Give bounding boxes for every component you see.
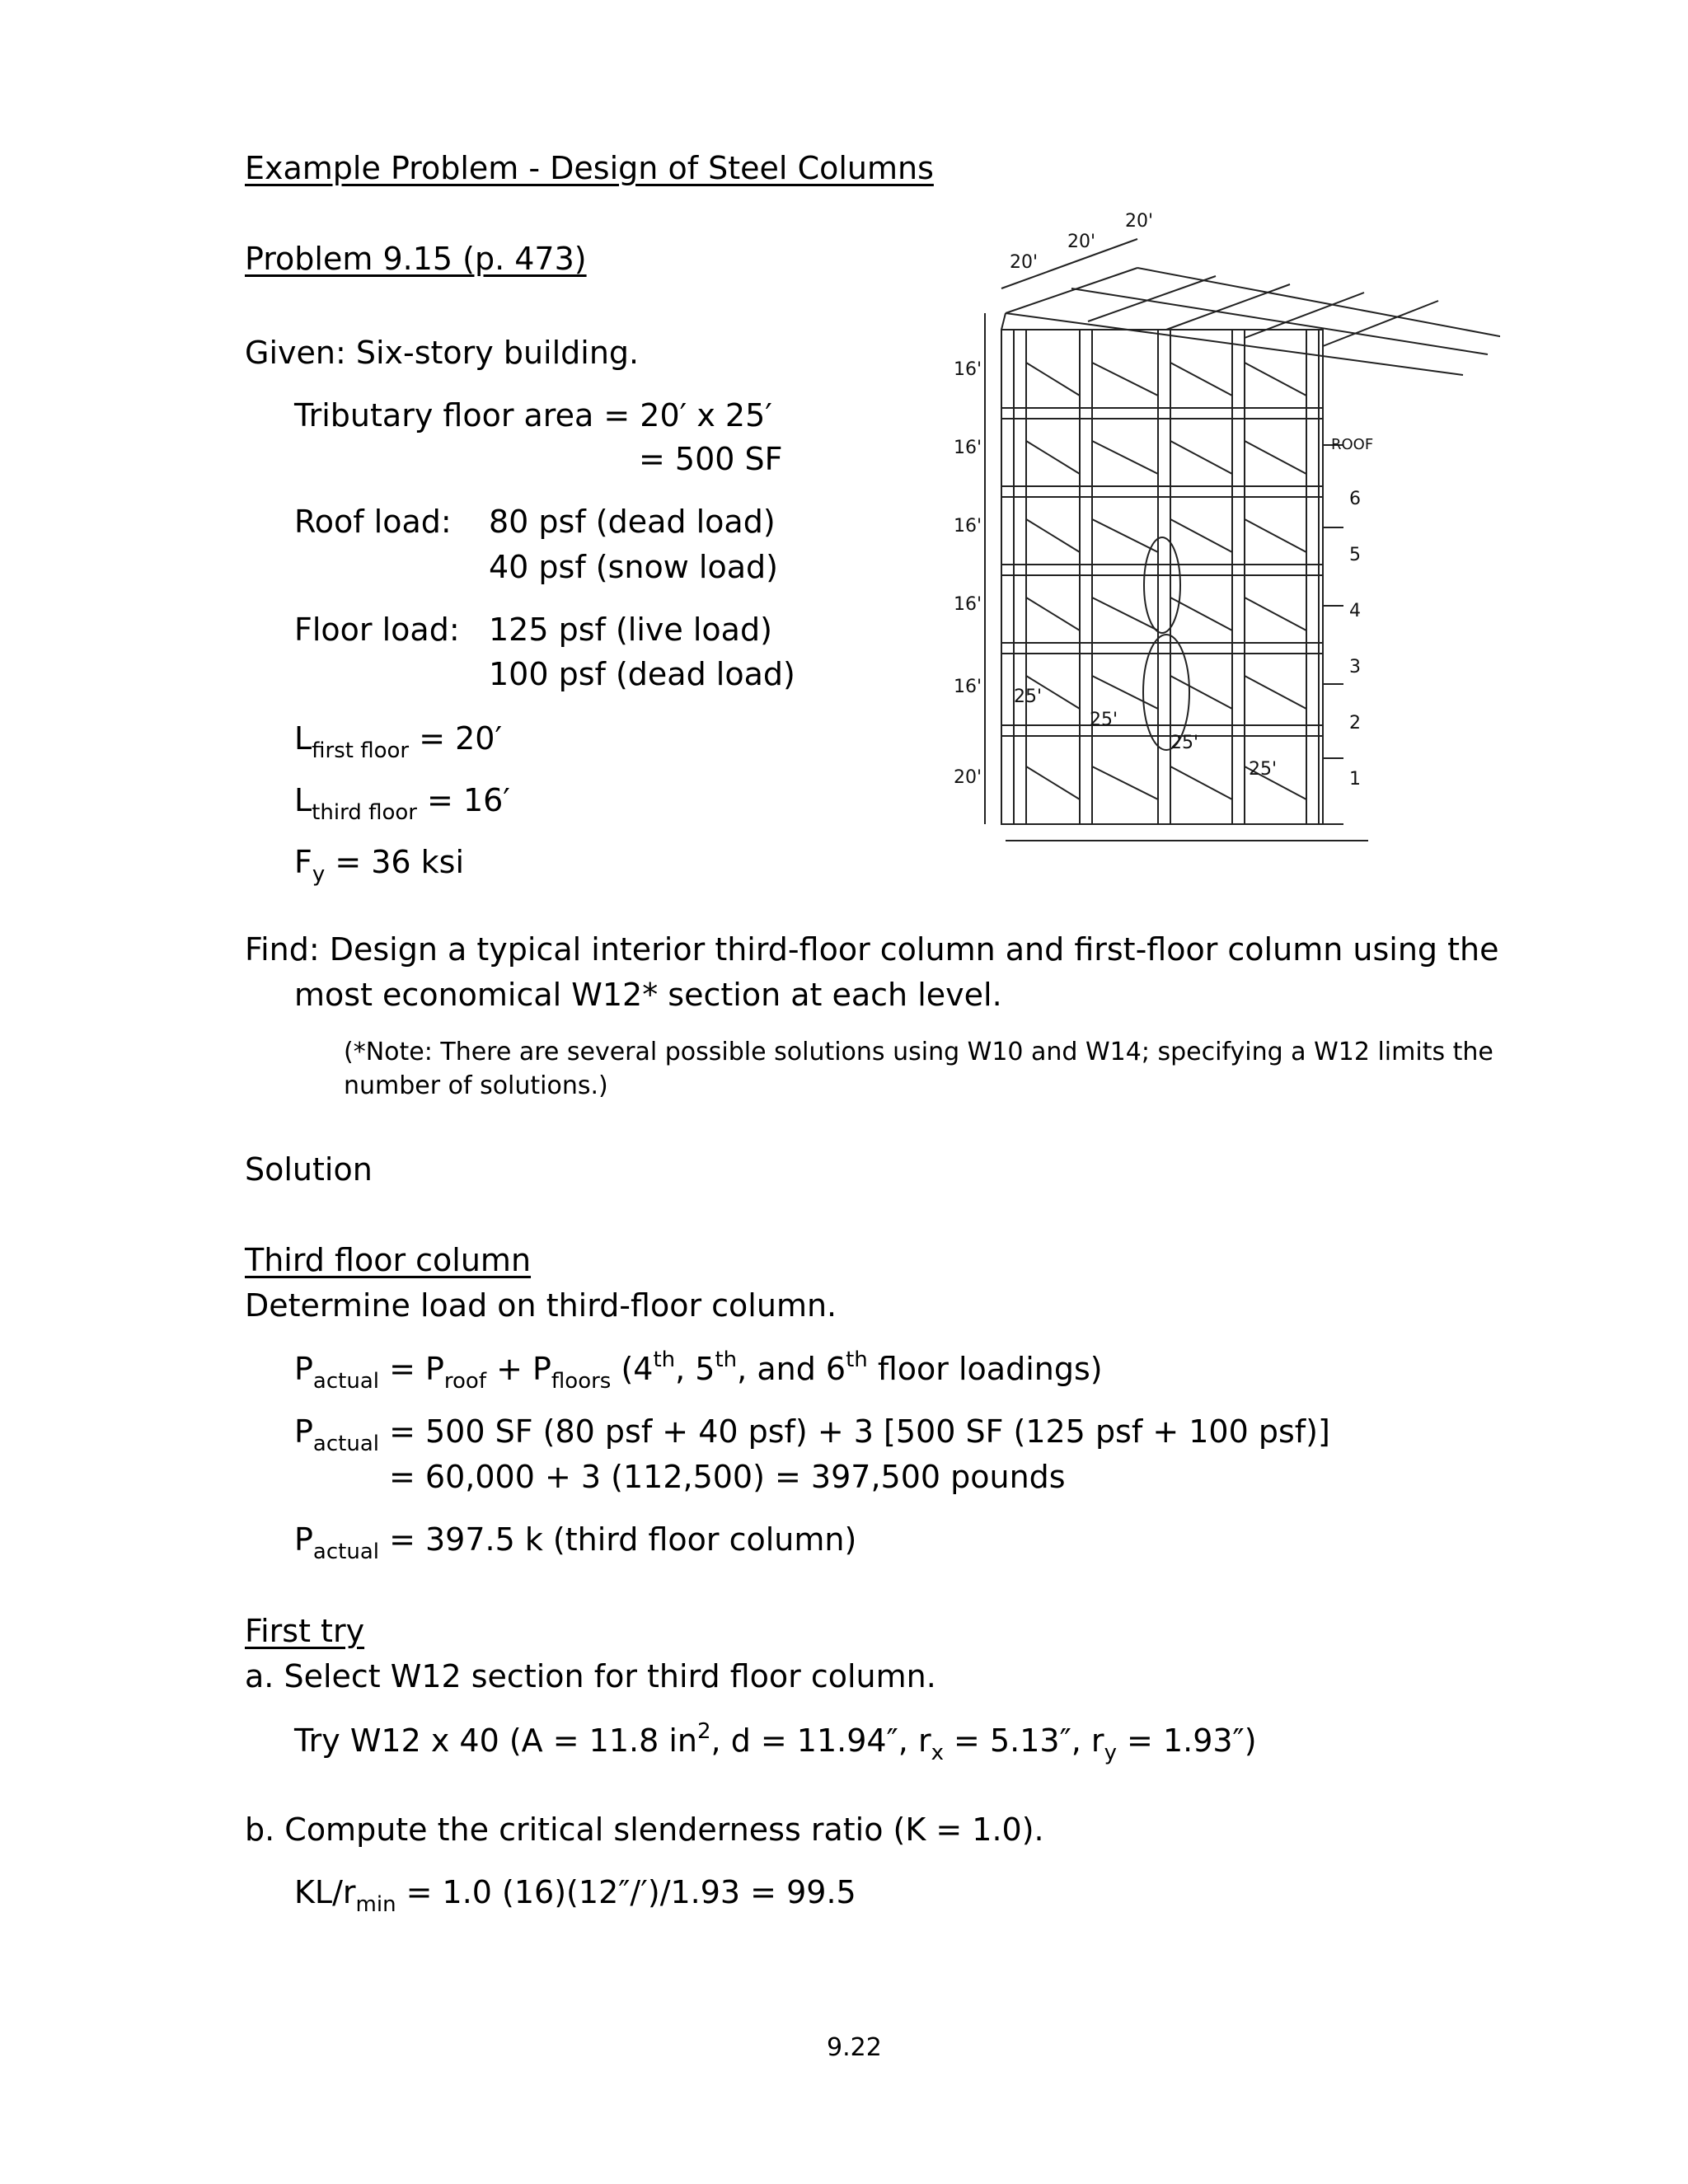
third-floor-heading: Third floor column: [245, 1242, 532, 1278]
length-third-floor: $L_{third floor} = 16'$: [294, 782, 510, 825]
building-frame-sketch: [894, 198, 1500, 849]
page-title: Example Problem - Design of Steel Columns: [245, 150, 934, 186]
side-dim-1: 16': [954, 359, 982, 380]
level-1: 1: [1349, 769, 1361, 790]
load-equation-1: $P_{actual} = P_{roof} + P_{floors}$ (4th, 5th, and 6th floor loadings): [294, 1347, 1103, 1394]
level-2: 2: [1349, 713, 1361, 733]
bottom-dim-1: 25': [1014, 687, 1043, 707]
bottom-dim-3: 25': [1170, 733, 1199, 753]
slenderness-equation: $KL/r_{min} = 1.0$ (16)(12″/′)/1.93 = 99.5: [294, 1874, 856, 1917]
roof-load-label: Roof load:: [294, 504, 452, 540]
bottom-dim-4: 25': [1249, 759, 1278, 780]
floor-load-label: Floor load:: [294, 612, 460, 648]
side-dim-2: 16': [954, 438, 982, 458]
side-dim-5: 16': [954, 677, 982, 697]
top-dim-1: 20': [1010, 252, 1039, 273]
roof-dead-load: 80 psf (dead load): [489, 504, 776, 540]
step-b: b. Compute the critical slenderness ratio (K = 1.0).: [245, 1811, 1044, 1848]
side-dim-6: 20': [954, 767, 982, 788]
top-dim-2: 20': [1067, 232, 1096, 252]
step-a: a. Select W12 section for third floor column.: [245, 1658, 936, 1694]
first-try-heading: First try: [245, 1613, 365, 1649]
length-first-floor: $L_{first floor} = 20'$: [294, 720, 503, 763]
top-dim-3: 20': [1125, 211, 1154, 232]
level-6: 6: [1349, 489, 1361, 509]
floor-dead-load: 100 psf (dead load): [489, 656, 795, 692]
roof-snow-load: 40 psf (snow load): [489, 549, 778, 585]
given-label: Given: Six-story building.: [245, 335, 640, 371]
third-floor-determine: Determine load on third-floor column.: [245, 1287, 837, 1324]
level-3: 3: [1349, 657, 1361, 677]
find-line-1: Find: Design a typical interior third-floor column and first-floor column using the: [245, 931, 1499, 968]
side-dim-3: 16': [954, 516, 982, 537]
find-note: (*Note: There are several possible solutions using W10 and W14; specifying a W12 limits the number of solutions.): [344, 1038, 1493, 1100]
find-line-2: most economical W12* section at each level.: [294, 977, 1002, 1013]
level-roof: ROOF: [1331, 436, 1374, 453]
tributary-area: Tributary floor area = 20′ x 25′: [294, 397, 772, 434]
page-number: 9.22: [827, 2033, 882, 2062]
level-5: 5: [1349, 545, 1361, 565]
load-equation-3: = 60,000 + 3 (112,500) = 397,500 pounds: [389, 1459, 1066, 1495]
side-dim-4: 16': [954, 594, 982, 615]
bottom-dim-2: 25': [1090, 710, 1118, 730]
solution-heading: Solution: [245, 1151, 373, 1188]
level-4: 4: [1349, 601, 1361, 621]
load-equation-2: $P_{actual} = 500$ SF (80 psf + 40 psf) + 3 [500 SF (125 psf + 100 psf)]: [294, 1413, 1330, 1456]
yield-strength: $F_y = 36$ ksi: [294, 844, 465, 887]
tributary-area-result: = 500 SF: [639, 441, 783, 477]
problem-reference: Problem 9.15 (p. 473): [245, 241, 587, 277]
trial-section: Try W12 x 40 (A = 11.8 $in^2$, d = 11.94″, $r_x = 5.13''$, $r_y = 1.93''$): [294, 1719, 1257, 1765]
floor-live-load: 125 psf (live load): [489, 612, 772, 648]
load-result: $P_{actual} = 397.5$ k (third floor column): [294, 1521, 857, 1564]
